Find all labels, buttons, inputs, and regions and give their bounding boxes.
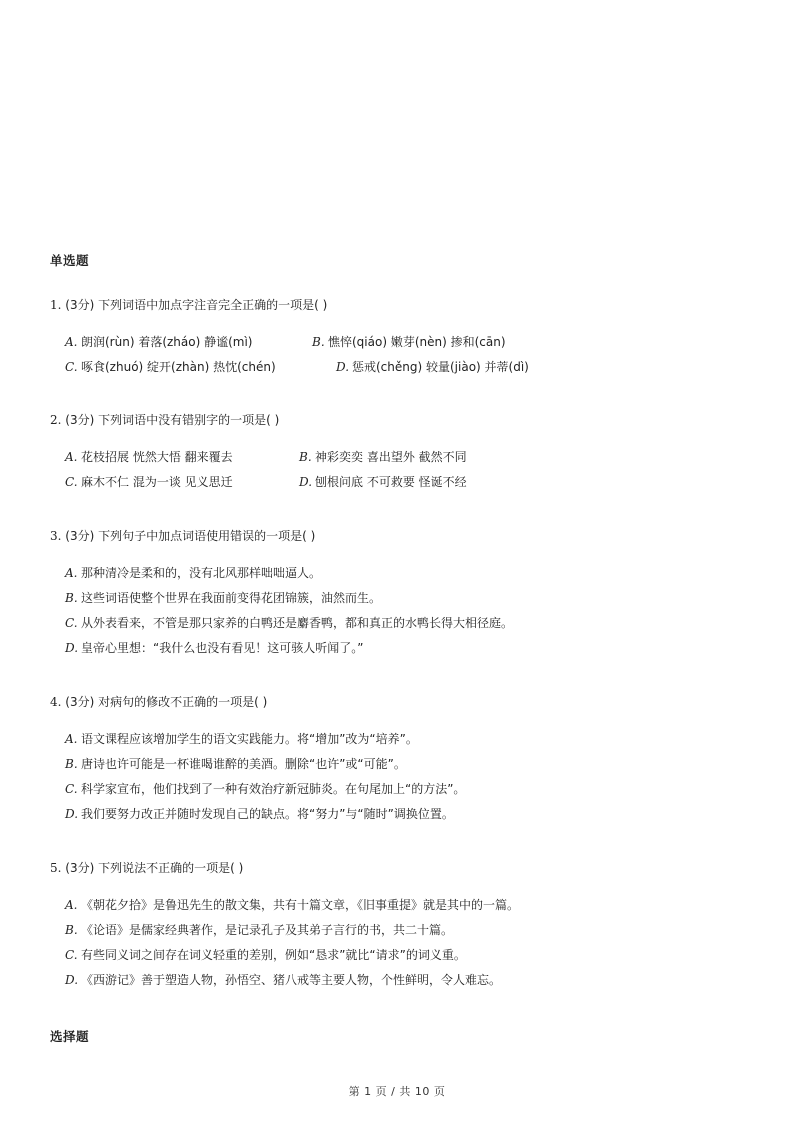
- options: [65, 449, 750, 499]
- question-score: (3分): [65, 529, 95, 543]
- question-stem: [50, 297, 750, 313]
- question-stem: [50, 860, 750, 876]
- question-number: 5.: [50, 861, 62, 875]
- option-a[interactable]: A. 《朝花夕拾》是鲁迅先生的散文集，共有十篇文章，《旧事重提》就是其中的一篇。: [65, 898, 520, 912]
- option-b[interactable]: B. 唐诗也许可能是一杯谁喝谁醉的美酒。删除“也许”或“可能”。: [65, 757, 406, 771]
- option-a[interactable]: A. 那种清冷是柔和的，没有北风那样咄咄逼人。: [65, 566, 322, 580]
- question-text: 下列句子中加点词语使用错误的一项是( ): [98, 529, 316, 543]
- options: [65, 731, 750, 831]
- option-a[interactable]: A. 朗润(rùn) 着落(zháo) 静谧(mì): [65, 335, 253, 349]
- question-text: 对病句的修改不正确的一项是( ): [98, 695, 268, 709]
- option-a[interactable]: A. 语文课程应该增加学生的语文实践能力。将“增加”改为“培养”。: [65, 732, 418, 746]
- option-b[interactable]: B. 这些词语使整个世界在我面前变得花团锦簇，油然而生。: [65, 591, 382, 605]
- question-number: 1.: [50, 298, 62, 312]
- options: [65, 897, 750, 997]
- option-b[interactable]: B. 《论语》是儒家经典著作，是记录孔子及其弟子言行的书，共二十篇。: [65, 923, 454, 937]
- question-1: [50, 297, 750, 384]
- page-footer: 第 1 页 / 共 10 页: [348, 1085, 446, 1098]
- option-d[interactable]: D. 我们要努力改正并随时发现自己的缺点。将“努力”与“随时”调换位置。: [65, 807, 454, 821]
- options: [65, 334, 750, 384]
- question-stem: [50, 528, 750, 544]
- option-c[interactable]: C. 科学家宣布，他们找到了一种有效治疗新冠肺炎。在句尾加上“的方法”。: [65, 782, 466, 796]
- question-3: [50, 528, 750, 665]
- options: [65, 565, 750, 665]
- option-c[interactable]: C. 麻木不仁 混为一谈 见义思迁: [65, 475, 233, 489]
- option-d[interactable]: D. 刨根问底 不可救要 怪诞不经: [299, 475, 467, 489]
- option-d[interactable]: D. 惩戒(chěng) 较量(jiào) 并蒂(dì): [336, 360, 529, 374]
- option-d[interactable]: D. 《西游记》善于塑造人物，孙悟空、猪八戒等主要人物，个性鲜明，令人难忘。: [65, 973, 502, 987]
- question-number: 4.: [50, 695, 62, 709]
- question-number: 3.: [50, 529, 62, 543]
- option-c[interactable]: C. 有些同义词之间存在词义轻重的差别，例如“恳求”就比“请求”的词义重。: [65, 948, 466, 962]
- option-b[interactable]: B. 憔悴(qiáo) 嫩芽(nèn) 掺和(cān): [312, 335, 506, 349]
- option-b[interactable]: B. 神彩奕奕 喜出望外 截然不同: [299, 450, 467, 464]
- question-stem: [50, 694, 750, 710]
- question-text: 下列词语中加点字注音完全正确的一项是( ): [98, 298, 328, 312]
- option-d[interactable]: D. 皇帝心里想：“我什么也没有看见！这可骇人听闻了。”: [65, 641, 364, 655]
- question-text: 下列词语中没有错别字的一项是( ): [98, 413, 280, 427]
- question-5: [50, 860, 750, 997]
- question-stem: [50, 412, 750, 428]
- question-2: [50, 412, 750, 499]
- question-number: 2.: [50, 413, 62, 427]
- question-score: (3分): [65, 413, 95, 427]
- section-title-choice: 选择题: [50, 1029, 90, 1044]
- question-score: (3分): [65, 861, 95, 875]
- question-score: (3分): [65, 695, 95, 709]
- question-4: [50, 694, 750, 831]
- option-c[interactable]: C. 从外表看来，不管是那只家养的白鸭还是麝香鸭，都和真正的水鸭长得大相径庭。: [65, 616, 514, 630]
- question-text: 下列说法不正确的一项是( ): [98, 861, 244, 875]
- section-title-single-choice: 单选题: [50, 253, 90, 268]
- option-a[interactable]: A. 花枝招展 恍然大悟 翻来覆去: [65, 450, 233, 464]
- option-c[interactable]: C. 啄食(zhuó) 绽开(zhàn) 热忱(chén): [65, 360, 276, 374]
- question-score: (3分): [65, 298, 95, 312]
